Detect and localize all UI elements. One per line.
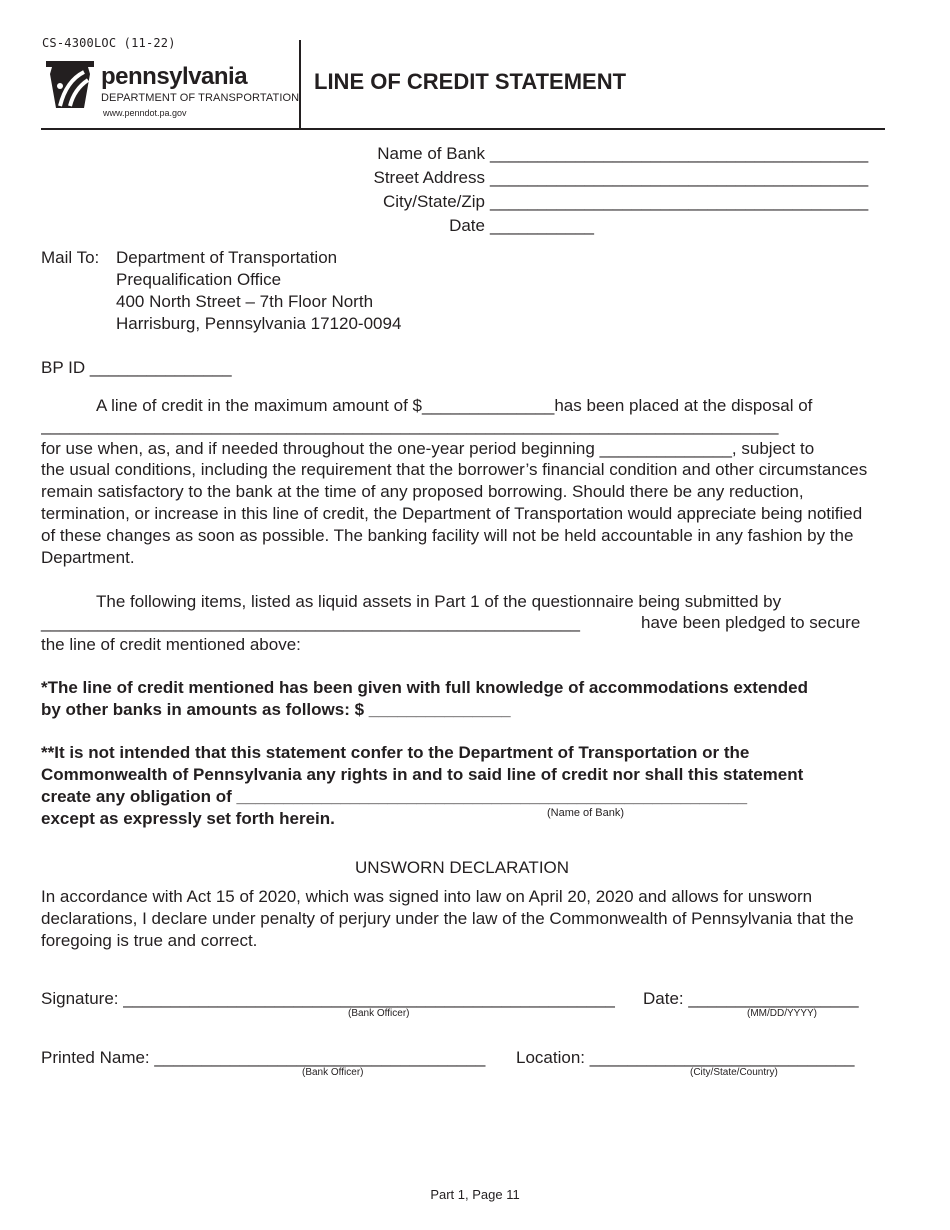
credit-amount-line[interactable]: A line of credit in the maximum amount of $______________has been placed at the disposal of bbox=[96, 396, 813, 415]
other-banks-amount-field[interactable]: by other banks in amounts as follows: $ _______________ bbox=[41, 700, 511, 719]
period-beginning-line[interactable]: for use when, as, and if needed throughout the one-year period beginning ______________, subject to bbox=[41, 439, 815, 458]
questionnaire-submitter-field[interactable]: _________________________________________________________ bbox=[41, 613, 580, 632]
disclaimer-line4: except as expressly set forth herein. bbox=[41, 809, 335, 828]
location-caption: (City/State/Country) bbox=[690, 1067, 778, 1078]
page-title: LINE OF CREDIT STATEMENT bbox=[314, 69, 627, 94]
borrower-name-field[interactable]: ______________________________________________________________________________ bbox=[41, 416, 779, 435]
bank-name-label: Name of Bank bbox=[377, 144, 485, 163]
declaration-text: In accordance with Act 15 of 2020, which was signed into law on April 20, 2020 and allows for unsworn declarations, I declare under penalty of perjury under the law of the Commonwealth of Pennsylvania that the foregoing is true and correct. bbox=[41, 887, 854, 950]
street-address-field[interactable]: ________________________________________ bbox=[490, 168, 869, 187]
form-code: CS-4300LOC (11-22) bbox=[42, 36, 176, 50]
date-field[interactable]: ___________ bbox=[490, 216, 595, 235]
page-number: Part 1, Page 11 bbox=[430, 1187, 520, 1202]
obligation-bank-field[interactable]: create any obligation of ______________________________________________________ bbox=[41, 787, 748, 806]
printed-name-field[interactable]: Printed Name: ___________________________________ bbox=[41, 1048, 486, 1067]
pledged-text: have been pledged to secure bbox=[641, 613, 861, 632]
logo-department: DEPARTMENT OF TRANSPORTATION bbox=[101, 92, 300, 104]
header-vertical-divider bbox=[299, 40, 301, 130]
mail-to-line2: Prequalification Office bbox=[116, 270, 282, 289]
mail-to-line3: 400 North Street – 7th Floor North bbox=[116, 292, 374, 311]
bp-id-field[interactable]: BP ID _______________ bbox=[41, 358, 232, 377]
mail-to-label: Mail To: bbox=[41, 248, 100, 267]
city-state-zip-label: City/State/Zip bbox=[382, 192, 485, 211]
street-address-label: Street Address bbox=[373, 168, 485, 187]
declaration-heading: UNSWORN DECLARATION bbox=[354, 858, 570, 877]
mail-to-line1: Department of Transportation bbox=[116, 248, 338, 267]
keystone-logo-icon bbox=[44, 60, 96, 110]
logo-wordmark: pennsylvania bbox=[101, 63, 248, 90]
liquid-assets-line: The following items, listed as liquid assets in Part 1 of the questionnaire being submitted by bbox=[96, 592, 782, 611]
signature-date-field[interactable]: Date: __________________ bbox=[643, 989, 859, 1008]
name-of-bank-caption: (Name of Bank) bbox=[547, 807, 625, 819]
accommodations-line1: *The line of credit mentioned has been given with full knowledge of accommodations extended bbox=[41, 678, 809, 697]
disclaimer-line1: **It is not intended that this statement confer to the Department of Transportation or the bbox=[41, 743, 750, 762]
signature-caption: (Bank Officer) bbox=[348, 1008, 410, 1019]
location-field[interactable]: Location: ____________________________ bbox=[516, 1048, 855, 1067]
date-label: Date bbox=[449, 216, 485, 235]
logo-url: www.penndot.pa.gov bbox=[103, 108, 187, 118]
line-of-credit-text: the line of credit mentioned above: bbox=[41, 635, 301, 654]
header-horizontal-divider bbox=[41, 128, 885, 130]
mail-to-line4: Harrisburg, Pennsylvania 17120-0094 bbox=[116, 314, 402, 333]
disclaimer-line2: Commonwealth of Pennsylvania any rights in and to said line of credit nor shall this statement bbox=[41, 765, 804, 784]
city-state-zip-field[interactable]: ________________________________________ bbox=[490, 192, 869, 211]
date-format-caption: (MM/DD/YYYY) bbox=[747, 1008, 817, 1019]
bank-name-field[interactable]: ________________________________________ bbox=[490, 144, 869, 163]
signature-field[interactable]: Signature: ____________________________________________________ bbox=[41, 989, 615, 1008]
conditions-paragraph: the usual conditions, including the requirement that the borrower’s financial condition and other circumstances remain satisfactory to the bank at the time of any proposed borrowing. Should there be any reduction, termination, or increase in this line of credit, the Department of Transportation would appreciate being notified of these changes as soon as possible. The banking facility will not be held accountable in any fashion by the Department. bbox=[41, 460, 868, 567]
printed-name-caption: (Bank Officer) bbox=[302, 1067, 364, 1078]
